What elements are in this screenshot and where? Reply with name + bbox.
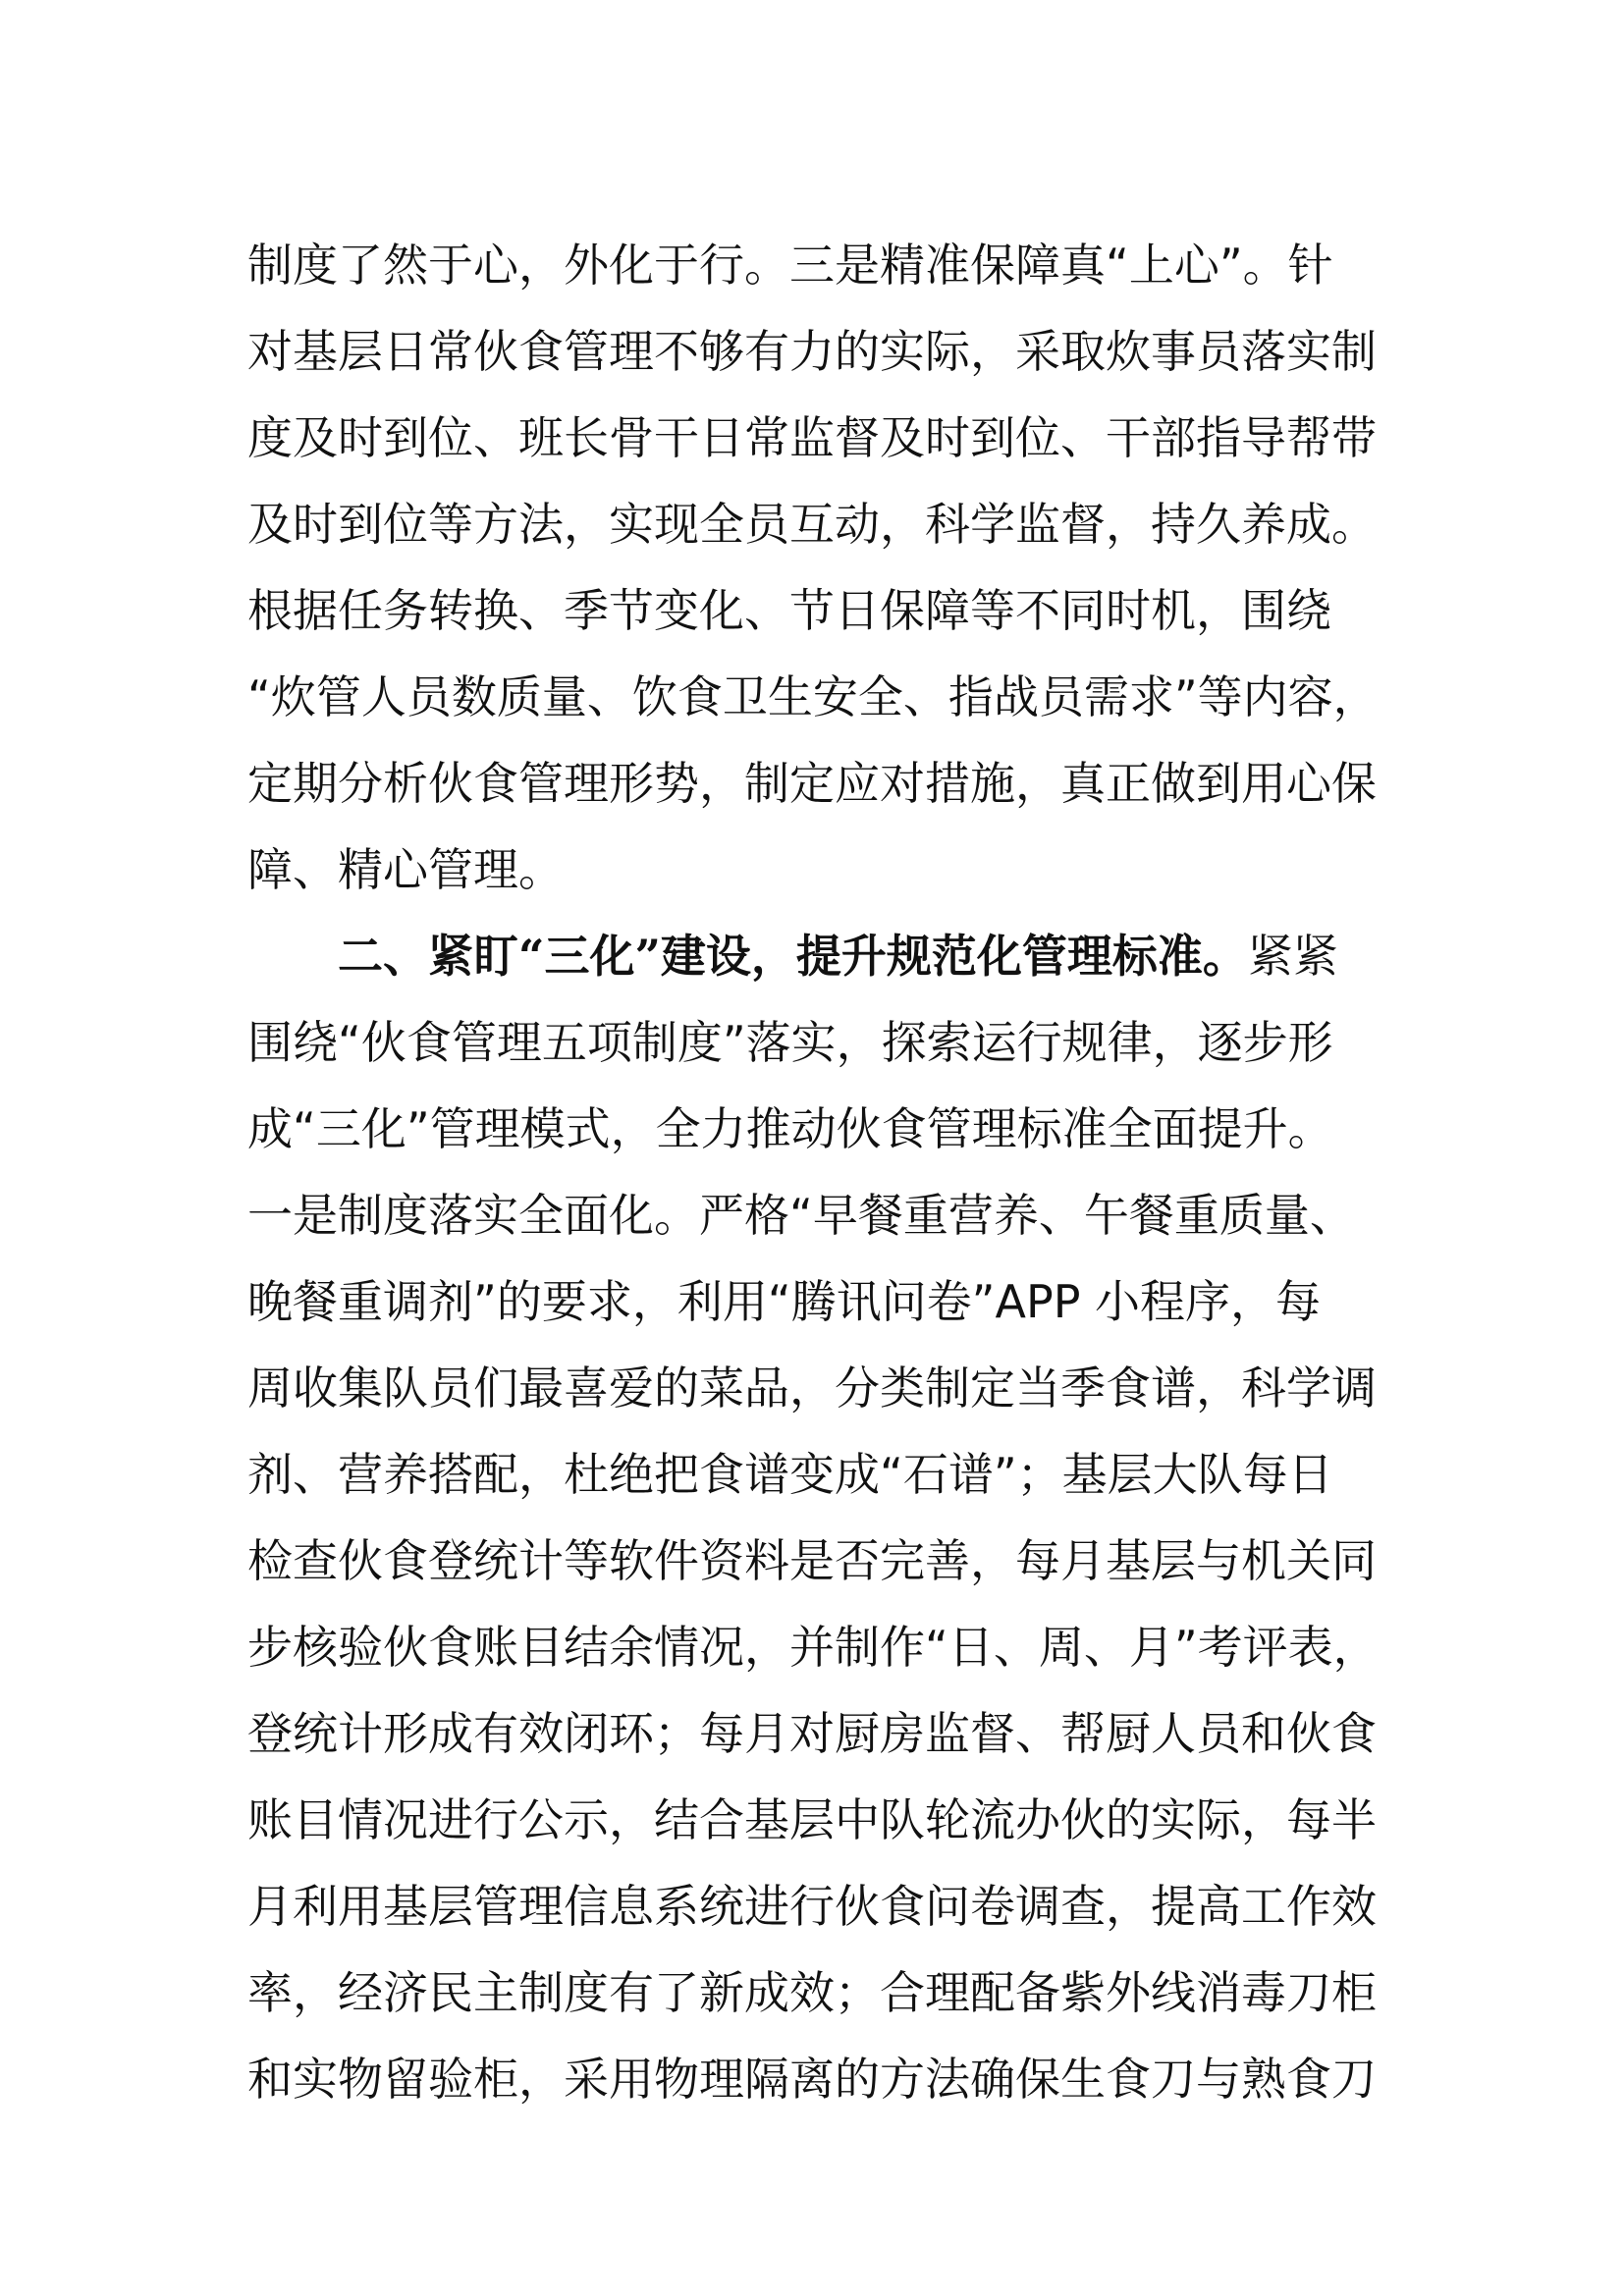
text-line: 根据任务转换、季节变化、节日保障等不同时机，围绕 bbox=[247, 584, 1331, 637]
text-line: 晚餐重调剂”的要求，利用“腾讯问卷”APP 小程序，每 bbox=[247, 1275, 1322, 1328]
text-line: 周收集队员们最喜爱的菜品，分类制定当季食谱，科学调 bbox=[247, 1362, 1377, 1415]
text-line: 度及时到位、班长骨干日常监督及时到位、干部指导帮带 bbox=[247, 411, 1377, 464]
text-line: 账目情况进行公示，结合基层中队轮流办伙的实际，每半 bbox=[247, 1793, 1377, 1846]
text-line: 及时到位等方法，实现全员互动，科学监督，持久养成。 bbox=[247, 498, 1377, 551]
text-line: 检查伙食登统计等软件资料是否完善，每月基层与机关同 bbox=[247, 1534, 1377, 1587]
section-heading-line bbox=[247, 913, 1377, 999]
text-line: 步核验伙食账目结余情况，并制作“日、周、月”考评表， bbox=[247, 1621, 1379, 1674]
text-line: 率，经济民主制度有了新成效；合理配备紫外线消毒刀柜 bbox=[247, 1966, 1377, 2019]
text-line: 月利用基层管理信息系统进行伙食问卷调查，提高工作效 bbox=[247, 1880, 1377, 1933]
text-line: 定期分析伙食管理形势，制定应对措施，真正做到用心保 bbox=[247, 757, 1377, 810]
text-line: 登统计形成有效闭环；每月对厨房监督、帮厨人员和伙食 bbox=[247, 1707, 1377, 1760]
text-line: 围绕“伙食管理五项制度”落实，探索运行规律，逐步形 bbox=[247, 1016, 1333, 1069]
text-line: 对基层日常伙食管理不够有力的实际，采取炊事员落实制 bbox=[247, 325, 1377, 378]
text-line: 障、精心管理。 bbox=[247, 843, 564, 896]
text-line: 一是制度落实全面化。严格“早餐重营养、午餐重质量、 bbox=[247, 1189, 1355, 1242]
section-heading-continuation: 紧紧 bbox=[1247, 930, 1338, 983]
text-line: “炊管人员数质量、饮食卫生安全、指战员需求”等内容， bbox=[247, 670, 1379, 723]
text-line: 成“三化”管理模式，全力推动伙食管理标准全面提升。 bbox=[247, 1102, 1333, 1155]
text-line: 制度了然于心，外化于行。三是精准保障真“上心”。针 bbox=[247, 239, 1333, 292]
text-line: 和实物留验柜，采用物理隔离的方法确保生食刀与熟食刀 bbox=[247, 2053, 1377, 2106]
text-line: 剂、营养搭配，杜绝把食谱变成“石谱”；基层大队每日 bbox=[247, 1448, 1333, 1501]
body-text bbox=[247, 222, 1377, 2122]
section-heading: 二、紧盯“三化”建设，提升规范化管理标准。 bbox=[338, 930, 1248, 983]
